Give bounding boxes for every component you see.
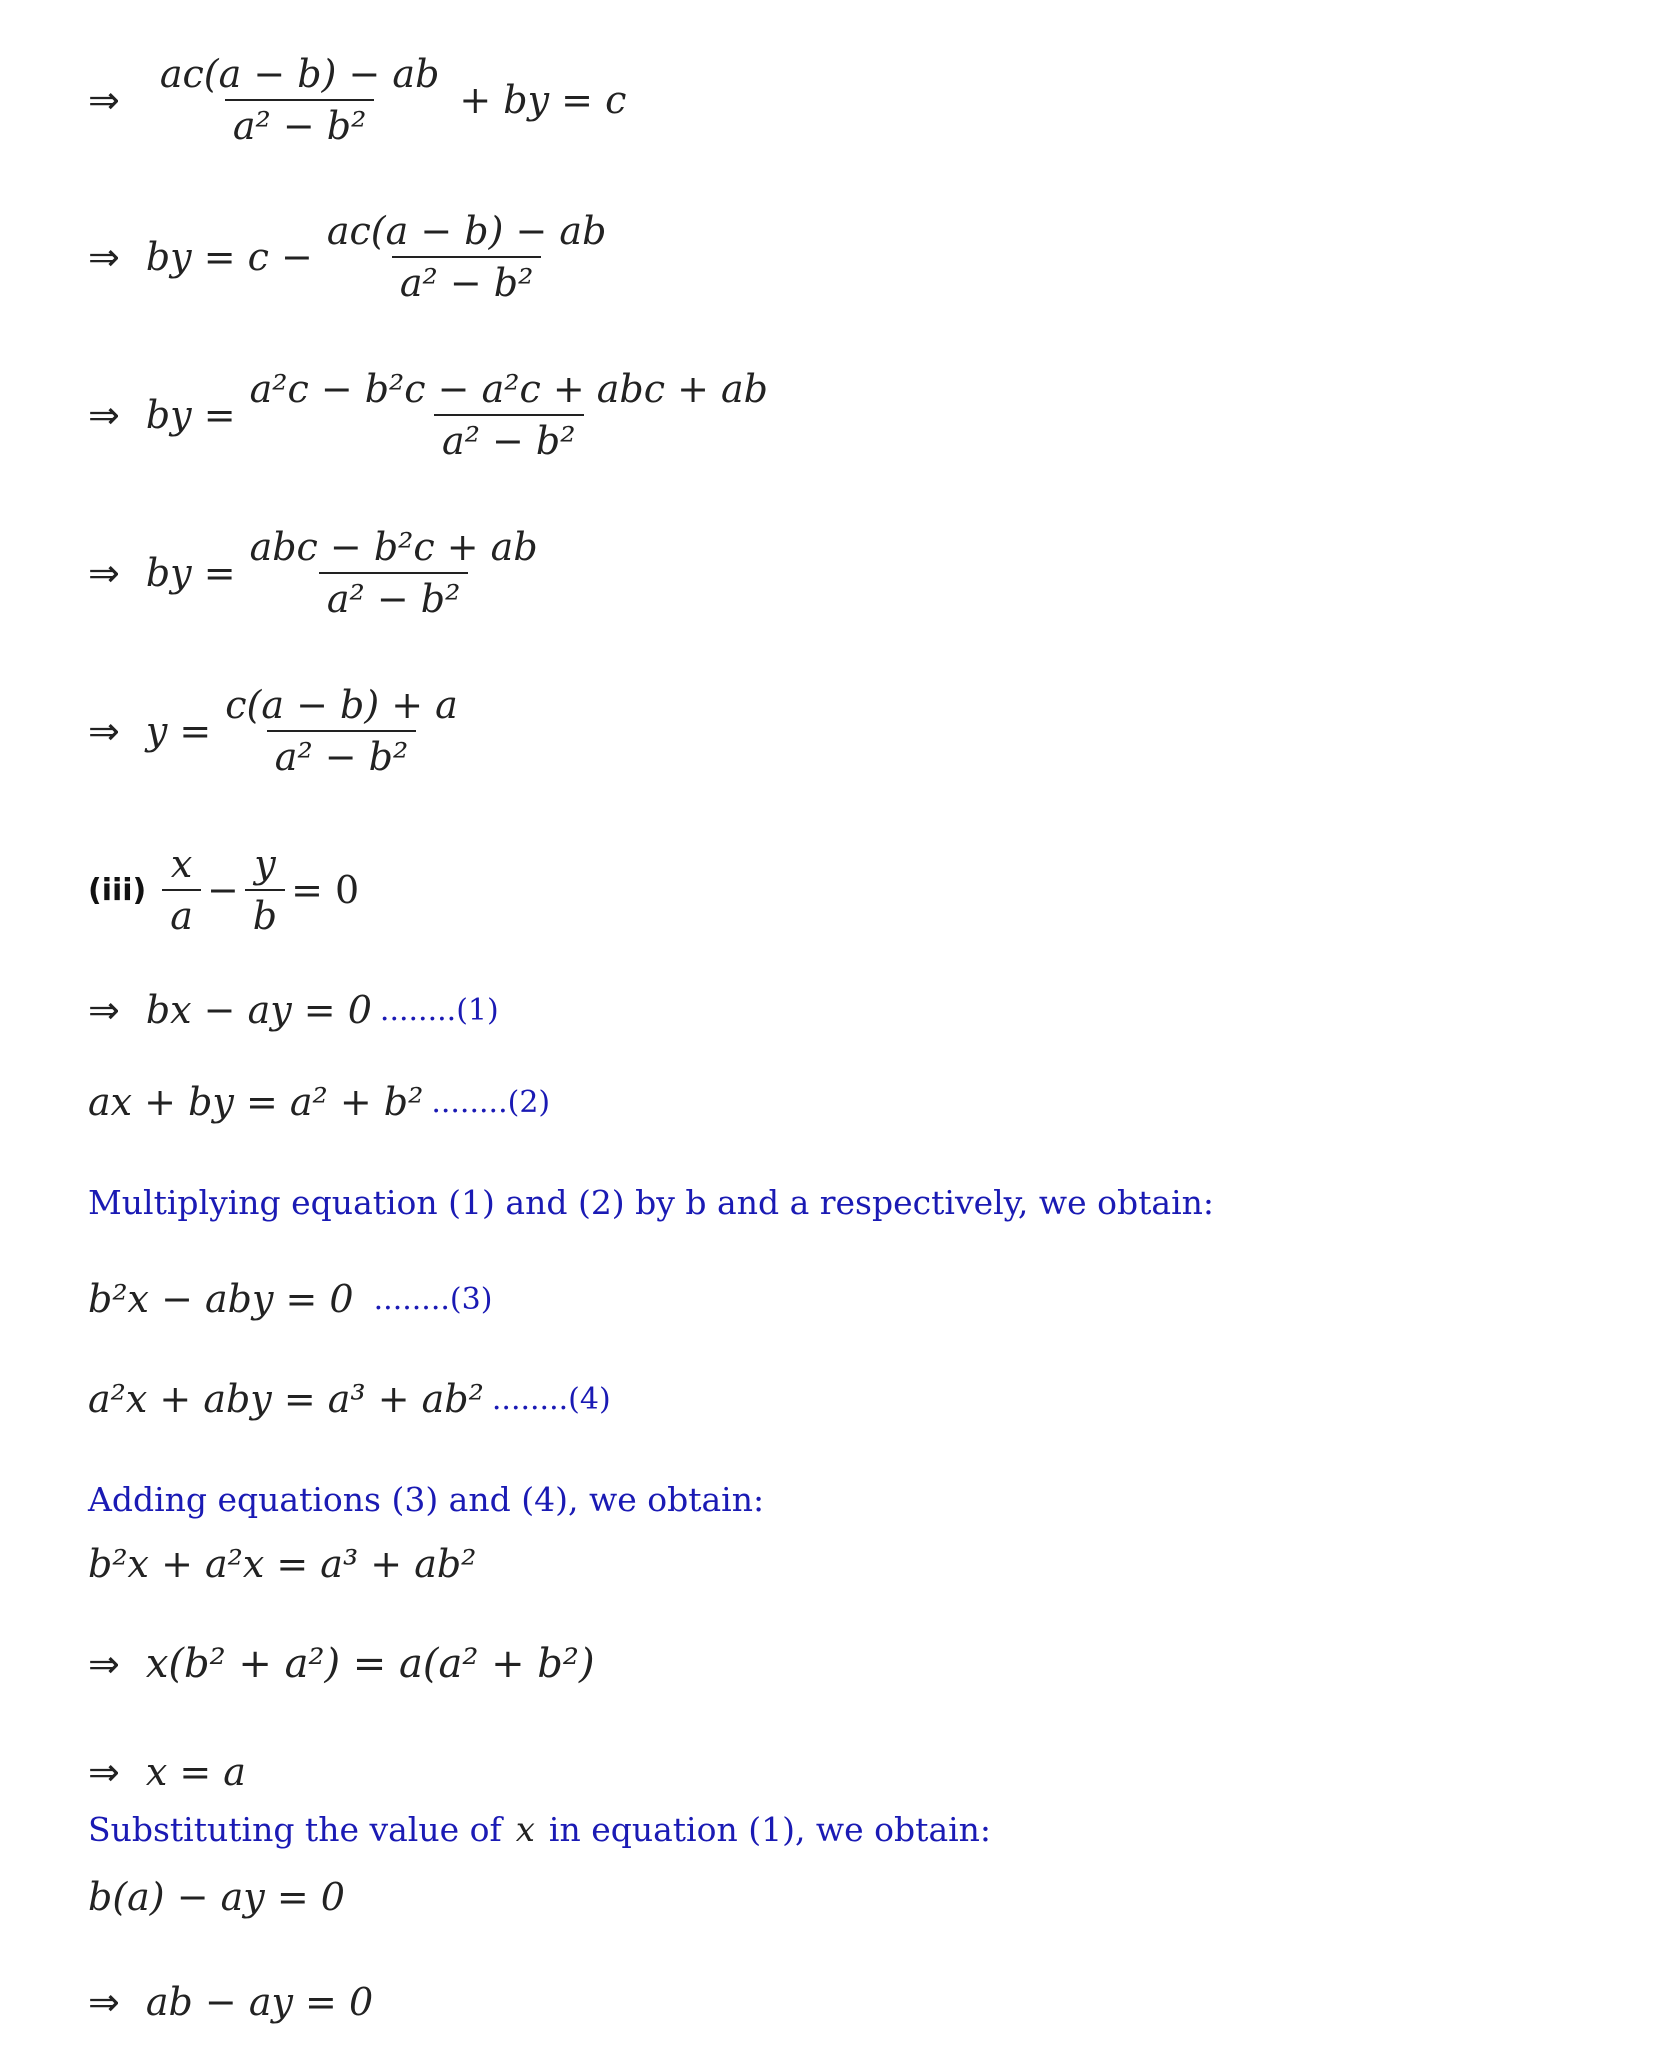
expression: b²x − aby = 0 xyxy=(88,1277,354,1321)
implies-arrow: ⇒ xyxy=(88,988,120,1032)
fraction xyxy=(152,52,448,148)
expression: x = a xyxy=(145,1750,246,1794)
lhs: by = c − xyxy=(145,235,313,279)
step-4 xyxy=(88,525,552,621)
explanation: Multiplying equation (1) and (2) by b and a respectively, we obtain: xyxy=(88,1183,1215,1222)
equation-tag: ........(2) xyxy=(431,1084,551,1120)
expression: b²x + a²x = a³ + ab² xyxy=(88,1542,477,1586)
implies-arrow: ⇒ xyxy=(88,393,120,437)
part-label: (iii) xyxy=(88,872,147,908)
fraction xyxy=(242,525,546,621)
fraction-x-over-a xyxy=(162,842,201,938)
expression: x(b² + a²) = a(a² + b²) xyxy=(145,1641,595,1687)
expression: ax + by = a² + b² xyxy=(88,1080,424,1124)
step-2 xyxy=(88,209,620,305)
expression: a²x + aby = a³ + ab² xyxy=(88,1377,484,1421)
implies-arrow: ⇒ xyxy=(88,551,120,595)
denominator: a² − b² xyxy=(319,572,468,618)
fraction xyxy=(319,209,615,305)
equation-tag: ........(4) xyxy=(491,1381,611,1417)
denominator: a² − b² xyxy=(392,256,541,302)
denominator: a² − b² xyxy=(434,414,583,460)
explanation-text-2 xyxy=(88,1480,764,1519)
numerator: ac(a − b) − ab xyxy=(159,52,440,96)
denominator: a² − b² xyxy=(267,730,416,776)
numerator: abc − b²c + ab xyxy=(249,525,538,569)
explanation-after: in equation (1), we obtain: xyxy=(548,1810,992,1849)
equation-1 xyxy=(88,988,499,1032)
explanation: Adding equations (3) and (4), we obtain: xyxy=(88,1480,765,1519)
numerator: y xyxy=(254,842,276,886)
equation-tag: ........(3) xyxy=(373,1281,493,1317)
expression-rest: + by = c xyxy=(459,78,627,122)
fraction xyxy=(242,367,776,463)
equation-4 xyxy=(88,1377,611,1421)
denominator: b xyxy=(245,889,285,935)
fraction xyxy=(217,683,466,779)
lhs: y = xyxy=(145,709,212,753)
expression: ab − ay = 0 xyxy=(145,1980,374,2024)
equation-5 xyxy=(88,1542,477,1586)
denominator: a xyxy=(162,889,201,935)
explanation-before: Substituting the value of xyxy=(88,1810,502,1849)
equation-7 xyxy=(88,1750,246,1794)
step-3 xyxy=(88,367,782,463)
numerator: a²c − b²c − a²c + abc + ab xyxy=(249,367,768,411)
expression: b(a) − ay = 0 xyxy=(88,1875,345,1919)
equation-8 xyxy=(88,1875,345,1919)
variable-x: x xyxy=(515,1809,535,1850)
numerator: ac(a − b) − ab xyxy=(326,209,607,253)
equation-2 xyxy=(88,1080,551,1124)
lhs: by = xyxy=(145,551,236,595)
part-iii-equation xyxy=(88,842,360,938)
step-1 xyxy=(88,52,632,148)
equation-tag: ........(1) xyxy=(379,992,499,1028)
equation-6 xyxy=(88,1642,595,1686)
numerator: x xyxy=(170,842,193,886)
expression: bx − ay = 0 xyxy=(145,988,372,1032)
fraction-y-over-b xyxy=(245,842,285,938)
implies-arrow: ⇒ xyxy=(88,78,120,122)
equation-9 xyxy=(88,1980,373,2024)
implies-arrow: ⇒ xyxy=(88,1642,120,1686)
minus-sign: − xyxy=(206,868,239,912)
expression-rest: = 0 xyxy=(291,868,360,912)
implies-arrow: ⇒ xyxy=(88,709,120,753)
numerator: c(a − b) + a xyxy=(225,683,458,727)
step-5 xyxy=(88,683,472,779)
explanation-text-1 xyxy=(88,1183,1214,1222)
explanation-text-3 xyxy=(88,1810,991,1849)
implies-arrow: ⇒ xyxy=(88,1750,120,1794)
denominator: a² − b² xyxy=(225,99,374,145)
equation-3 xyxy=(88,1277,493,1321)
implies-arrow: ⇒ xyxy=(88,235,120,279)
implies-arrow: ⇒ xyxy=(88,1980,120,2024)
lhs: by = xyxy=(145,393,236,437)
